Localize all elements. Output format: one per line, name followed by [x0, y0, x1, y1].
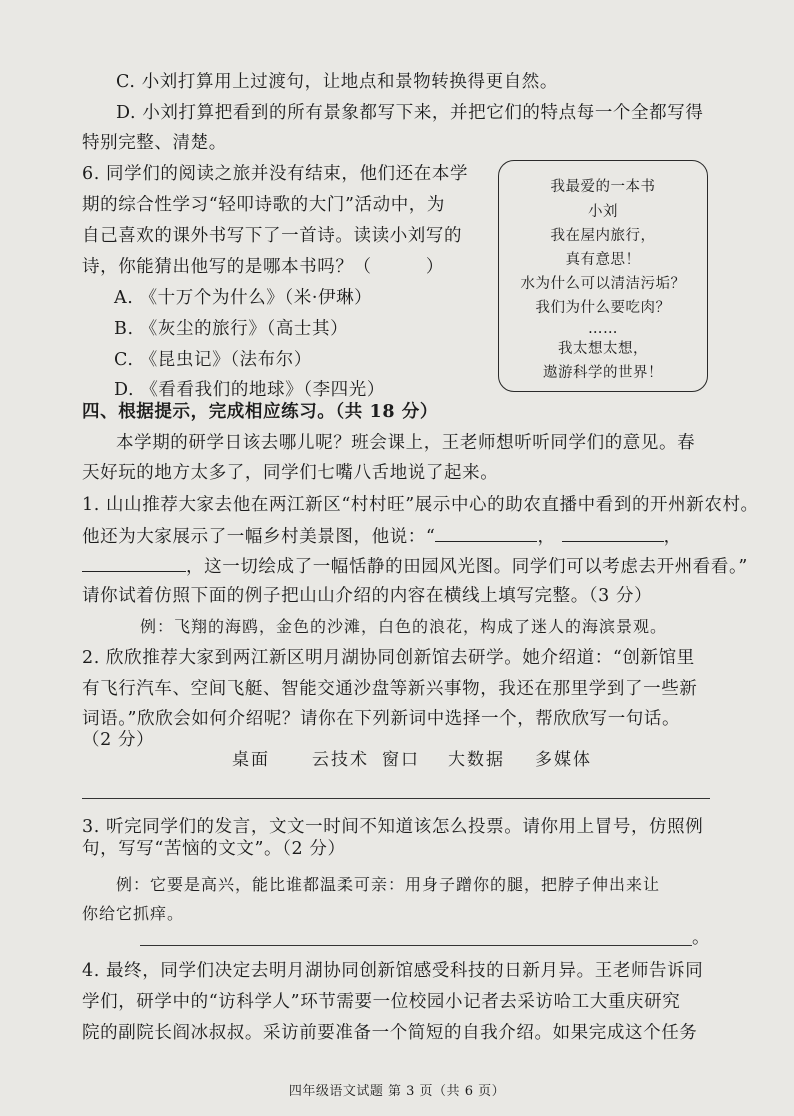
comma: ， — [537, 527, 556, 547]
answer-line[interactable] — [82, 798, 710, 799]
s4q3-line2: 句，写写“苦恼的文文”。（2 分） — [82, 839, 346, 859]
poem-line: 水为什么可以清洁污垢？ — [520, 276, 686, 292]
answer-line[interactable] — [140, 945, 692, 946]
poem-line: 真有意思！ — [565, 252, 641, 268]
s4q3-example-line1: 例：它要是高兴，能比谁都温柔可亲：用身子蹭你的腿，把脖子伸出来让 — [116, 875, 661, 894]
q6-stem-line2: 期的综合性学习“轻叩诗歌的大门”活动中，为 — [82, 195, 445, 215]
page-footer: 四年级语文试题 第 3 页（共 6 页） — [288, 1084, 506, 1099]
s4q1-line3 — [82, 553, 748, 579]
s4q1-line2-text: 他还为大家展示了一幅乡村美景图，他说：“ — [82, 527, 436, 547]
q6-stem-line4: 诗，你能猜出他写的是哪本书吗？（ ） — [82, 257, 444, 277]
q6-option-d: D. 《看看我们的地球》（李四光） — [114, 380, 385, 400]
poem-author: 小刘 — [588, 204, 618, 220]
q6-option-b: B. 《灰尘的旅行》（高士其） — [114, 319, 349, 339]
s4q1-line2 — [82, 523, 682, 549]
q6-stem-line3: 自己喜欢的课外书写下了一首诗。读读小刘写的 — [82, 226, 463, 246]
answer-blank-2[interactable] — [562, 523, 664, 542]
poem-box — [498, 160, 708, 392]
period-mark: 。 — [692, 928, 711, 948]
answer-blank-1[interactable] — [435, 523, 537, 542]
s4q1-line4: 请你试着仿照下面的例子把山山介绍的内容在横线上填写完整。（3 分） — [82, 586, 653, 606]
s4q3-example-line2: 你给它抓痒。 — [82, 904, 185, 923]
poem-line: 我们为什么要吃肉？ — [535, 300, 671, 316]
section-intro-line1: 本学期的研学日该去哪儿呢？班会课上，王老师想听听同学们的意见。春 — [116, 433, 696, 453]
new-word: 桌面 — [232, 750, 270, 770]
q5-option-d-cont: 特别完整、清楚。 — [82, 133, 227, 153]
s4q4-line2: 学们，研学中的“访科学人”环节需要一位校园小记者去采访哈工大重庆研究 — [82, 992, 681, 1012]
new-word: 大数据 — [448, 750, 505, 770]
poem-line: 我在屋内旅行， — [550, 228, 656, 244]
new-word: 云技术 — [312, 750, 369, 770]
s4q3-line1: 3. 听完同学们的发言，文文一时间不知道该怎么投票。请你用上冒号，仿照例 — [82, 817, 704, 837]
comma: ， — [663, 527, 682, 547]
q5-option-c: C. 小刘打算用上过渡句，让地点和景物转换得更自然。 — [116, 72, 558, 92]
s4q2-line3: 词语。”欣欣会如何介绍呢？请你在下列新词中选择一个，帮欣欣写一句话。 — [82, 709, 681, 729]
s4q4-line1: 4. 最终，同学们决定去明月湖协同创新馆感受科技的日新月异。王老师告诉同 — [82, 961, 704, 981]
new-word: 窗口 — [382, 750, 420, 770]
answer-blank-3[interactable] — [82, 553, 186, 572]
poem-line: 我太想太想， — [558, 341, 648, 357]
poem-line: 遨游科学的世界！ — [543, 365, 663, 381]
s4q1-example: 例：飞翔的海鸥，金色的沙滩，白色的浪花，构成了迷人的海滨景观。 — [140, 617, 668, 636]
q5-option-d: D. 小刘打算把看到的所有景象都写下来，并把它们的特点每一个全都写得 — [116, 103, 704, 123]
s4q1-line1: 1. 山山推荐大家去他在两江新区“村村旺”展示中心的助农直播中看到的开州新农村。 — [82, 495, 759, 515]
q6-option-c: C. 《昆虫记》（法布尔） — [114, 350, 312, 370]
q6-option-a: A. 《十万个为什么》（米·伊琳） — [114, 288, 373, 308]
s4q1-line3-text: ，这一切绘成了一幅恬静的田园风光图。同学们可以考虑去开州看看。” — [186, 557, 748, 577]
s4q2-line4: （2 分） — [82, 730, 155, 750]
poem-title: 我最爱的一本书 — [550, 179, 656, 195]
section-heading: 四、根据提示，完成相应练习。（共 18 分） — [82, 402, 438, 422]
s4q2-line2: 有飞行汽车、空间飞艇、智能交通沙盘等新兴事物，我还在那里学到了一些新 — [82, 679, 698, 699]
s4q2-line1: 2. 欣欣推荐大家到两江新区明月湖协同创新馆去研学。她介绍道：“创新馆里 — [82, 648, 695, 668]
poem-ellipsis: …… — [588, 321, 618, 337]
q6-stem-line1: 6. 同学们的阅读之旅并没有结束，他们还在本学 — [82, 164, 469, 184]
s4q4-line3: 院的副院长阎冰叔叔。采访前要准备一个简短的自我介绍。如果完成这个任务 — [82, 1023, 698, 1043]
new-word: 多媒体 — [535, 750, 592, 770]
section-intro-line2: 天好玩的地方太多了，同学们七嘴八舌地说了起来。 — [82, 463, 499, 483]
